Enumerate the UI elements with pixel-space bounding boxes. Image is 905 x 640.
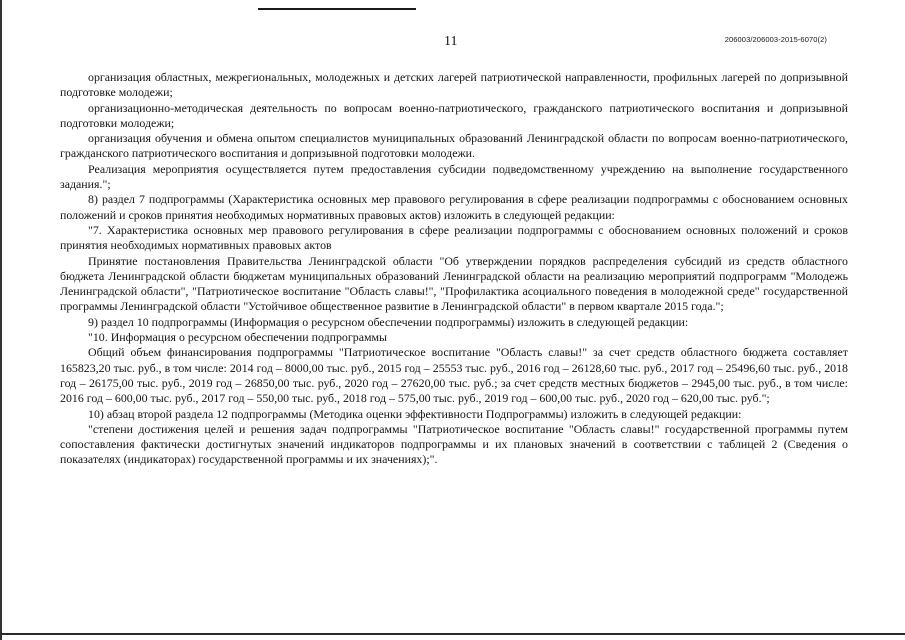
paragraph: "10. Информация о ресурсном обеспечении подпрограммы	[88, 330, 388, 345]
scan-left-edge	[0, 0, 2, 640]
paragraph: Общий объем финансирования подпрограммы "Патриотическое воспитание "Область славы!" за счет средств областного бюджета составляет 165823,20 тыс. руб., в том числе: 2014 год – 8000,00 тыс. руб., 2015 год – 25553 тыс. руб., 2016 год – 26128,60 тыс. руб., 2017 год – 25496,60 тыс. руб., 2018 год – 26175,00 тыс. руб., 2019 год – 26850,00 тыс. руб., 2020 год – 27620,00 тыс. руб.; за счет средств местных бюджетов – 2945,00 тыс. руб., в том числе: 2016 год – 600,00 тыс. руб., 2017 год – 550,00 тыс. руб., 2018 год – 575,00 тыс. руб., 2019 год – 600,00 тыс. руб., 2020 год – 620,00 тыс. руб.";	[60, 345, 848, 406]
paragraph: 9) раздел 10 подпрограммы (Информация о ресурсном обеспечении подпрограммы) изложить в следующей редакции:	[88, 314, 689, 329]
paragraph: Реализация мероприятия осуществляется путем предоставления субсидии подведомственному учреждению на выполнение государственного задания.";	[60, 161, 848, 192]
paragraph: 10) абзац второй раздела 12 подпрограммы (Методика оценки эффективности Подпрограммы) изложить в следующей редакции:	[88, 406, 742, 421]
paragraph: организация областных, межрегиональных, молодежных и детских лагерей патриотической направленности, профильных лагерей по допризывной подготовке молодежи;	[60, 70, 848, 100]
document-body	[60, 70, 848, 468]
paragraph: "степени достижения целей и решения задач подпрограммы "Патриотическое воспитание "Область славы!" государственной программы путем сопоставления фактически достигнутых значений индикаторов подпрограммы и их плановых значений в соответствии с таблицей 2 (Сведения о показателях (индикаторах) государственной программы и их значениях);".	[60, 421, 848, 467]
paragraph: организация обучения и обмена опытом специалистов муниципальных образований Ленинградской области по вопросам военно-патриотического, гражданского патриотического воспитания и допризывной подготовки молодежи.	[60, 131, 848, 161]
paragraph: Принятие постановления Правительства Ленинградской области "Об утверждении порядков распределения субсидий из средств областного бюджета Ленинградской области бюджетам муниципальных образований Ленинградской области на реализацию мероприятий подпрограмм "Молодежь Ленинградской области", "Патриотическое воспитание "Область славы!", "Профилактика асоциального поведения в молодежной среде" государственной программы Ленинградской области "Устойчивое общественное развитие в Ленинградской области" в первом квартале 2015 года.";	[60, 253, 848, 314]
paragraph: 8) раздел 7 подпрограммы (Характеристика основных мер правового регулирования в сфере реализации подпрограммы с обоснованием основных положений и сроков принятия необходимых нормативных правовых актов) изложить в следующей редакции:	[60, 192, 848, 222]
document-code: 206003/206003-2015-6070(2)	[724, 35, 827, 44]
paragraph: "7. Характеристика основных мер правового регулирования в сфере реализации подпрограммы с обоснованием основных положений и сроков принятия необходимых нормативных правовых актов	[60, 222, 848, 253]
scan-top-rule	[258, 8, 416, 10]
paragraph: организационно-методическая деятельность по вопросам военно-патриотического, гражданского патриотического воспитания и допризывной подготовки молодежи;	[60, 100, 848, 130]
scan-bottom-rule	[0, 633, 905, 635]
page-number: 11	[444, 34, 458, 49]
